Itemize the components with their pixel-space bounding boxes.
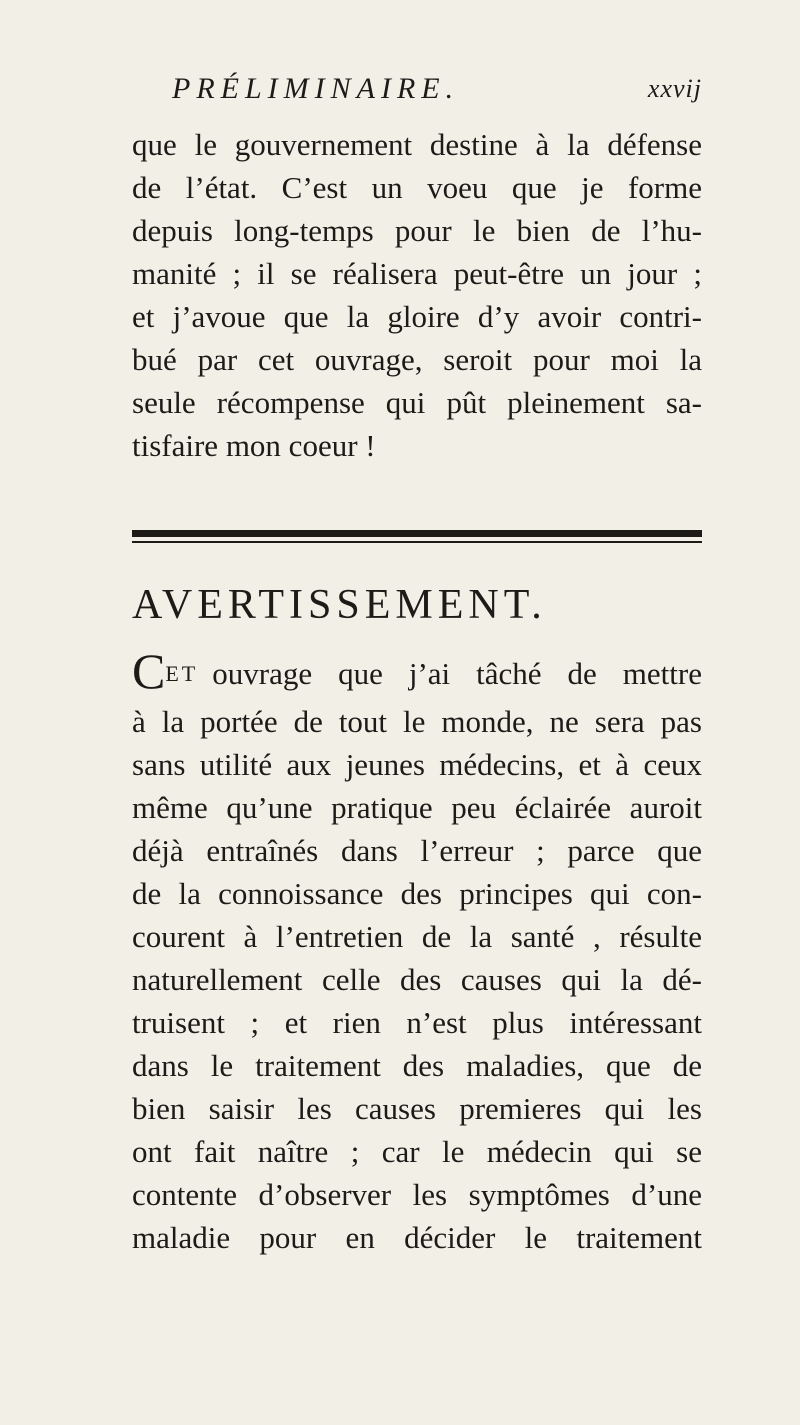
section-first-line <box>132 636 702 699</box>
text-line: bué par cet ouvrage, seroit pour moi la <box>132 342 702 377</box>
page-number: xxvij <box>647 74 702 103</box>
text-line: bien saisir les causes premieres qui les <box>132 1091 702 1126</box>
drop-cap: C <box>132 643 166 699</box>
text-line: contente d’observer les symptômes d’une <box>132 1177 702 1212</box>
small-caps-word: ET <box>165 661 199 686</box>
text-line: truisent ; et rien n’est plus intéressant <box>132 1005 702 1040</box>
text-line: manité ; il se réalisera peut-être un jour ; <box>132 256 702 291</box>
text-line: ont fait naître ; car le médecin qui se <box>132 1134 702 1169</box>
text-line: naturellement celle des causes qui la dé- <box>132 962 702 997</box>
text-line: tisfaire mon coeur ! <box>132 428 376 463</box>
text-line: à la portée de tout le monde, ne sera pas <box>132 704 702 739</box>
text-line: dans le traitement des maladies, que de <box>132 1048 702 1083</box>
running-head <box>172 72 702 112</box>
text-line: et j’avoue que la gloire d’y avoir contri- <box>132 299 702 334</box>
text-line: ouvrage que j’ai tâché de mettre <box>212 656 702 691</box>
text-line: de l’état. C’est un voeu que je forme <box>132 170 702 205</box>
section-title: AVERTISSEMENT. <box>132 582 547 628</box>
text-line: de la connoissance des principes qui con- <box>132 876 702 911</box>
text-line: sans utilité aux jeunes médecins, et à ceux <box>132 747 702 782</box>
running-title: PRÉLIMINAIRE. <box>172 72 460 105</box>
text-line: depuis long-temps pour le bien de l’hu- <box>132 213 702 248</box>
top-paragraph <box>132 123 702 467</box>
section-divider-thin <box>132 541 702 543</box>
text-line: même qu’une pratique peu éclairée auroit <box>132 790 702 825</box>
section-paragraph <box>132 700 702 1259</box>
text-line: que le gouvernement destine à la défense <box>132 127 702 162</box>
text-line: courent à l’entretien de la santé , résulte <box>132 919 702 954</box>
text-line: seule récompense qui pût pleinement sa- <box>132 385 702 420</box>
text-line: déjà entraînés dans l’erreur ; parce que <box>132 833 702 868</box>
section-divider-thick <box>132 530 702 537</box>
text-line: maladie pour en décider le traitement <box>132 1220 702 1255</box>
